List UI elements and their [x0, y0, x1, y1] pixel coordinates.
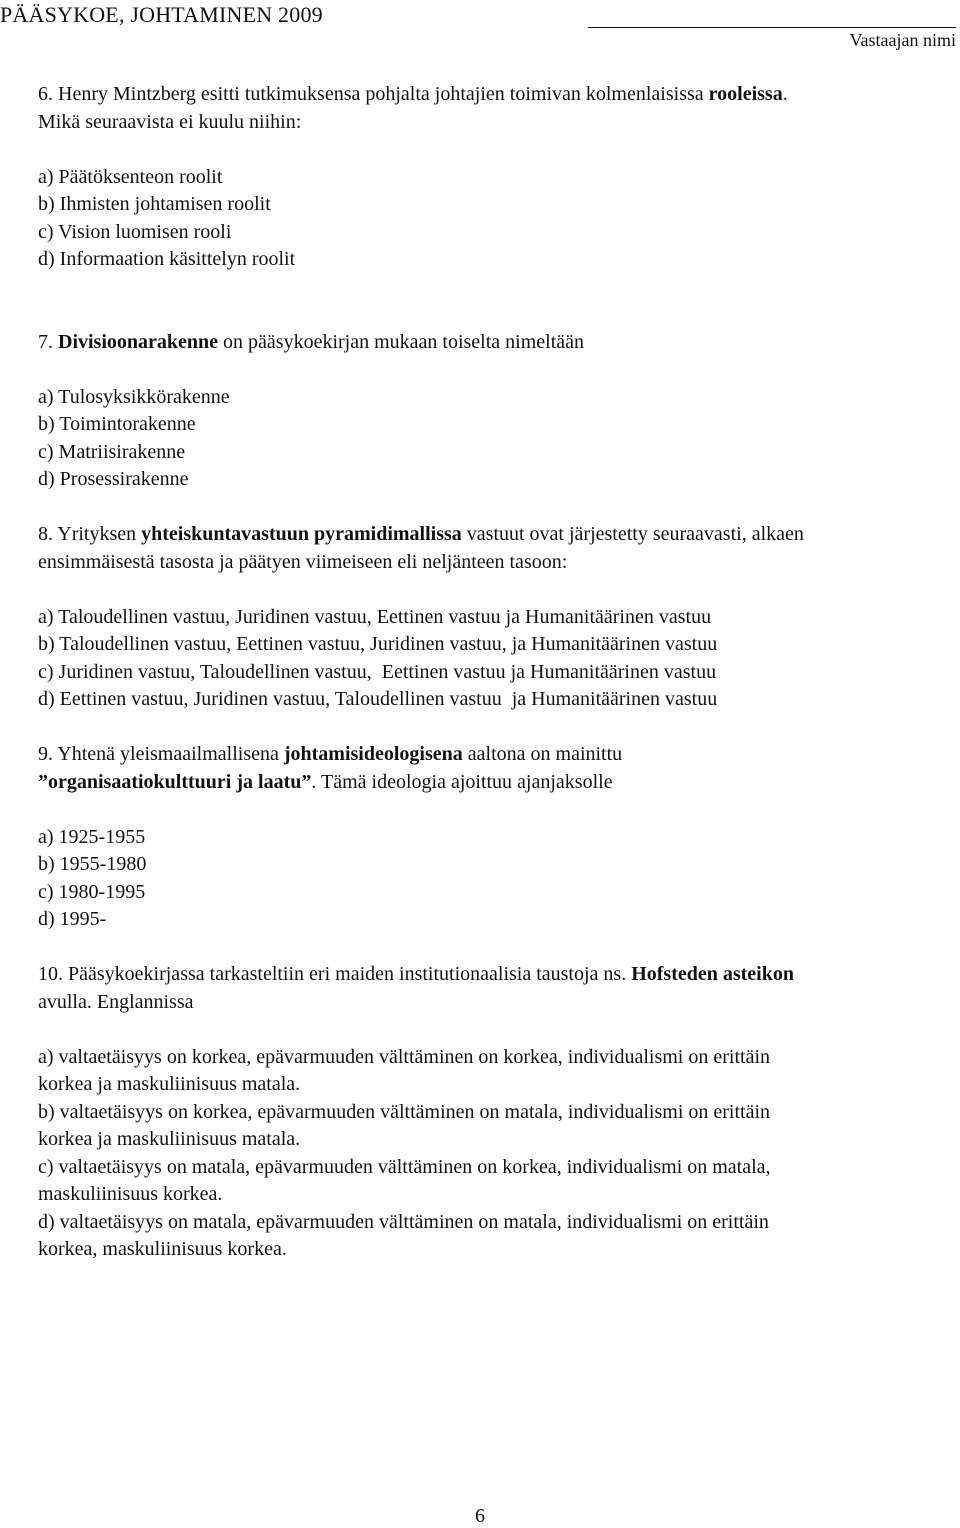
question-8-line-1	[38, 521, 948, 549]
question-10-option-d-line-1: d) valtaetäisyys on matala, epävarmuuden välttäminen on matala, individualismi on erittäin	[38, 1210, 769, 1233]
question-10-option-d-line-2: korkea, maskuliinisuus korkea.	[38, 1238, 287, 1260]
respondent-name-label: Vastaajan nimi	[849, 30, 956, 50]
question-9-option-c: c) 1980-1995	[38, 880, 146, 903]
question-10	[38, 961, 948, 1264]
question-8-number: 8. Yrityksen	[38, 523, 142, 545]
question-6-option-d: d) Informaation käsittelyn roolit	[38, 248, 296, 270]
page-number: 6	[475, 1505, 485, 1527]
question-10-option-c-line-2: maskuliinisuus korkea.	[38, 1183, 223, 1205]
question-9-line-1	[38, 741, 948, 769]
question-7-option-b: b) Toimintorakenne	[38, 413, 196, 435]
question-6-option-c: c) Vision luomisen rooli	[38, 220, 232, 243]
question-7-option-a: a) Tulosyksikkörakenne	[38, 385, 230, 408]
question-6-text: 6. Henry Mintzberg esitti tutkimuksensa pohjalta johtajien toimivan kolmenlaisissa	[38, 83, 709, 105]
question-6	[38, 81, 948, 274]
question-9	[38, 741, 948, 934]
question-7-option-c: c) Matriisirakenne	[38, 440, 186, 463]
question-6-line-2: Mikä seuraavista ei kuulu niihin:	[38, 110, 302, 133]
question-7-line-1	[38, 329, 948, 357]
question-9-text-2: . Tämä ideologia ajoittuu ajanjaksolle	[311, 770, 613, 793]
exam-content	[38, 81, 948, 1264]
question-8-option-c: c) Juridinen vastuu, Taloudellinen vastuu, Eettinen vastuu ja Humanitäärinen vastuu	[38, 660, 717, 683]
question-6-option-b: b) Ihmisten johtamisen roolit	[38, 193, 271, 215]
page-header-title: PÄÄSYKOE, JOHTAMINEN 2009	[0, 2, 323, 27]
question-8-option-d: d) Eettinen vastuu, Juridinen vastuu, Taloudellinen vastuu ja Humanitäärinen vastuu	[38, 688, 718, 710]
question-7-bold: Divisioonarakenne	[58, 330, 219, 353]
question-6-line-1	[38, 81, 948, 109]
question-9-option-a: a) 1925-1955	[38, 825, 146, 848]
question-10-option-c-line-1: c) valtaetäisyys on matala, epävarmuuden välttäminen on korkea, individualismi on matala,	[38, 1155, 771, 1178]
question-10-option-b-line-2: korkea ja maskuliinisuus matala.	[38, 1128, 301, 1150]
question-9-bold-2: ”organisaatiokulttuuri ja laatu”	[38, 770, 312, 793]
question-8-line-2: ensimmäisestä tasosta ja päätyen viimeiseen eli neljänteen tasoon:	[38, 550, 568, 573]
question-9-bold-1: johtamisideologisena	[283, 743, 463, 765]
question-7	[38, 329, 948, 494]
question-9-text-1: aaltona on mainittu	[462, 743, 623, 765]
name-signature-line	[588, 27, 956, 28]
question-6-punct: .	[782, 83, 788, 105]
question-8-text: vastuut ovat järjestetty seuraavasti, alkaen	[461, 523, 804, 545]
question-9-line-2	[38, 769, 948, 797]
question-9-number: 9. Yhtenä yleismaailmallisena	[38, 743, 284, 765]
question-10-text: 10. Pääsykoekirjassa tarkasteltiin eri maiden institutionaalisia taustoja ns.	[38, 963, 632, 985]
question-8-option-b: b) Taloudellinen vastuu, Eettinen vastuu, Juridinen vastuu, ja Humanitäärinen vastuu	[38, 633, 718, 655]
question-8	[38, 521, 948, 714]
question-10-line-1	[38, 961, 948, 989]
question-7-number: 7.	[38, 330, 58, 353]
question-9-option-b: b) 1955-1980	[38, 853, 147, 875]
question-10-line-2: avulla. Englannissa	[38, 990, 194, 1013]
question-7-text: on pääsykoekirjan mukaan toiselta nimeltään	[218, 330, 585, 353]
question-6-bold: rooleissa	[708, 83, 783, 105]
question-7-option-d: d) Prosessirakenne	[38, 468, 189, 490]
question-10-option-b-line-1: b) valtaetäisyys on korkea, epävarmuuden välttäminen on matala, individualismi on erittäin	[38, 1100, 771, 1123]
question-9-option-d: d) 1995-	[38, 908, 107, 930]
question-6-option-a: a) Päätöksenteon roolit	[38, 165, 223, 188]
question-8-option-a: a) Taloudellinen vastuu, Juridinen vastuu, Eettinen vastuu ja Humanitäärinen vastuu	[38, 605, 712, 628]
question-10-option-a-line-1: a) valtaetäisyys on korkea, epävarmuuden välttäminen on korkea, individualismi on erittäin	[38, 1045, 771, 1068]
question-10-bold: Hofsteden asteikon	[631, 963, 794, 985]
question-10-option-a-line-2: korkea ja maskuliinisuus matala.	[38, 1073, 301, 1095]
question-8-bold: yhteiskuntavastuun pyramidimallissa	[141, 523, 462, 545]
